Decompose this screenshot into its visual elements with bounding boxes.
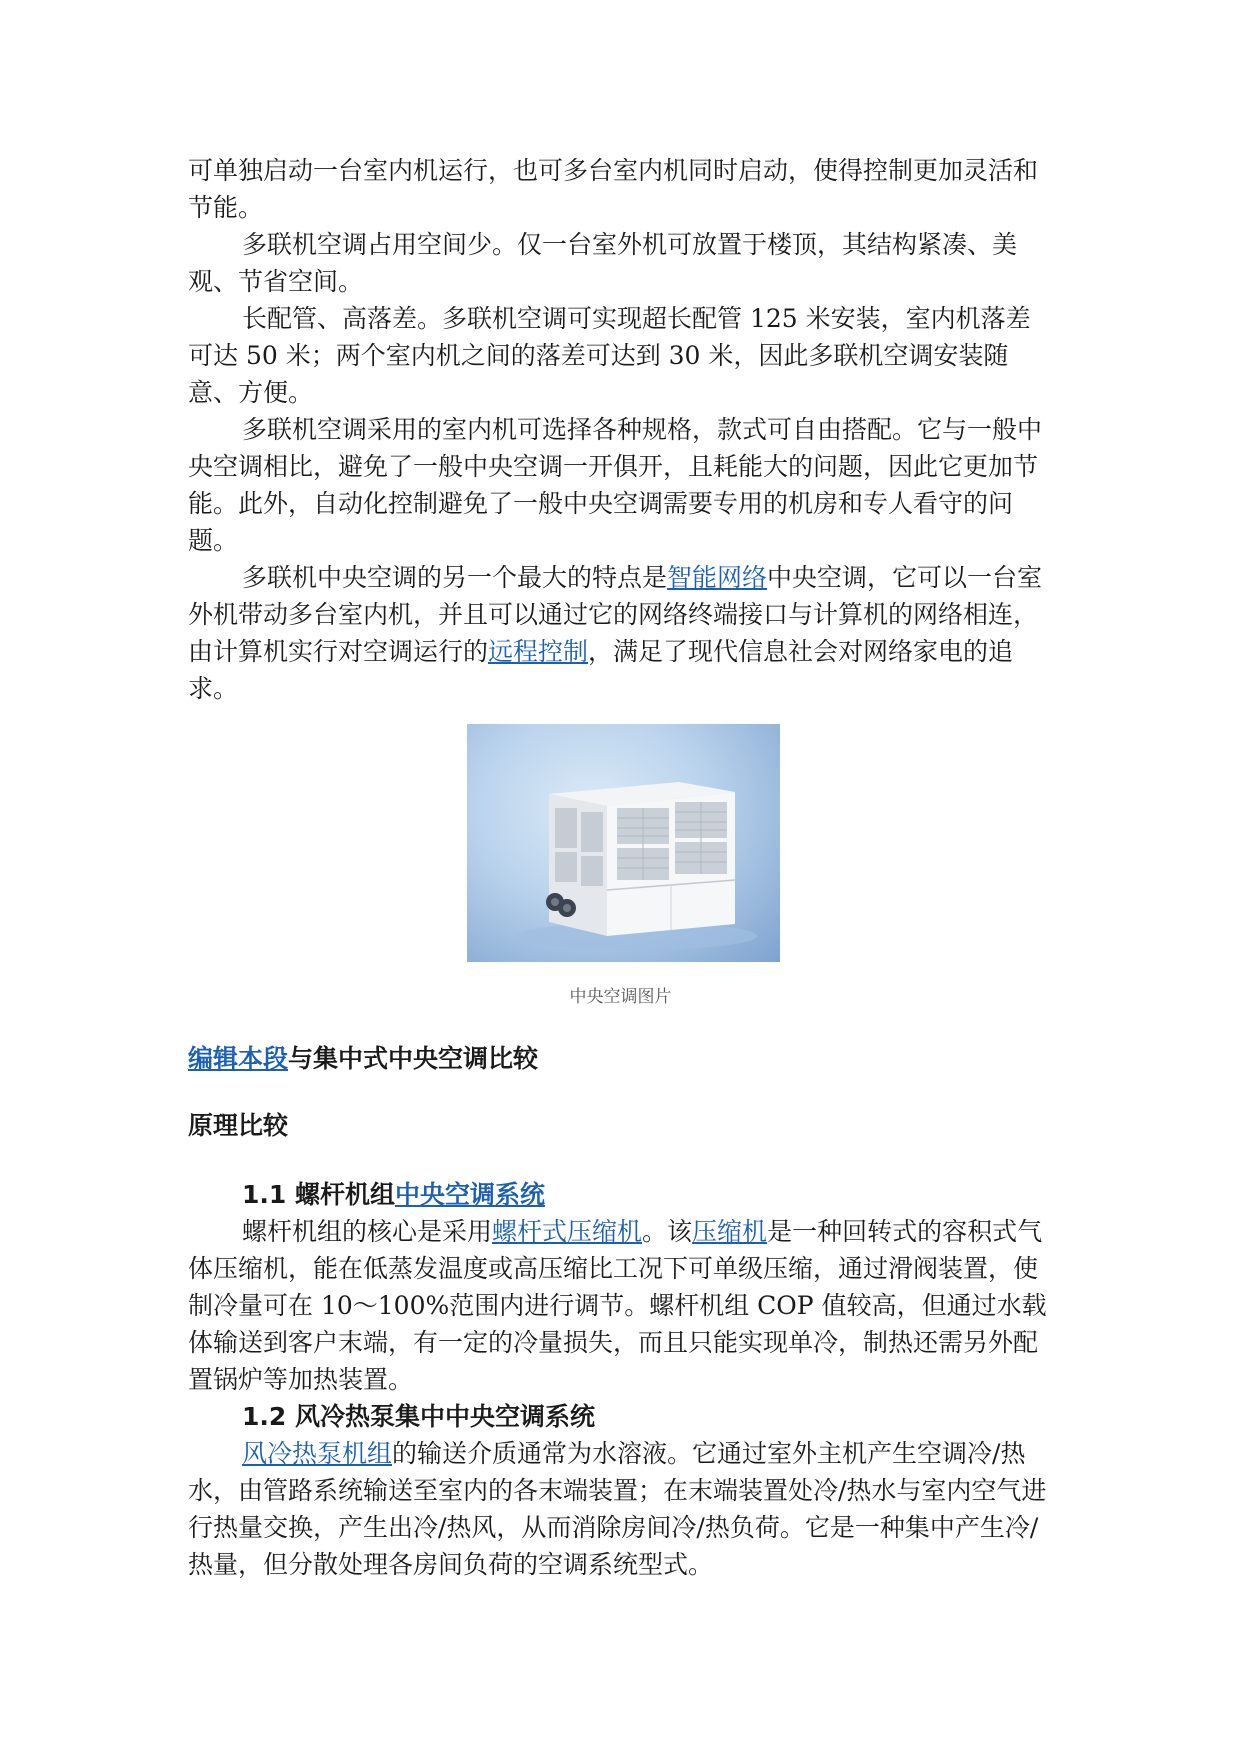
link-remote-control[interactable]: 远程控制 (488, 637, 589, 666)
link-air-cooled-heat-pump[interactable]: 风冷热泵机组 (242, 1439, 393, 1468)
paragraph-1: 可单独启动一台室内机运行，也可多台室内机同时启动，使得控制更加灵活和节能。 (188, 156, 1039, 222)
ac-unit-illustration (467, 724, 780, 962)
edit-section-link[interactable]: 编辑本段 (188, 1044, 289, 1073)
paragraph-5 (188, 559, 1048, 707)
figure-caption: 中央空调图片 (569, 987, 672, 1007)
paragraph-3: 长配管、高落差。多联机空调可实现超长配管 125 米安装，室内机落差可达 50 米；两个室内机之间的落差可达到 30 米，因此多联机空调安装随意、方便。 (188, 304, 1031, 407)
item-2-heading: 1.2 风冷热泵集中中央空调系统 (242, 1402, 595, 1431)
subsection-title: 原理比较 (188, 1111, 289, 1140)
item-2-paragraph (188, 1435, 1048, 1583)
paragraph-2: 多联机空调占用空间少。仅一台室外机可放置于楼顶，其结构紧凑、美观、节省空间。 (188, 230, 1018, 296)
item-1-heading (242, 1176, 545, 1213)
item-1-text-a: 螺杆机组的核心是采用 (242, 1217, 493, 1246)
section-title: 与集中式中央空调比较 (288, 1044, 539, 1073)
item-1-text-b: 。该 (642, 1217, 693, 1246)
paragraph-5-text-c: ，满足了现代信息社会对网络家电的追求。 (188, 637, 1014, 703)
paragraph-5-text-b: 中央空调，它可以一台室外机带动多台室内机，并且可以通过它的网络终端接口与计算机的网络相连，由计算机实行对空调运行的 (188, 563, 1043, 666)
section-heading (188, 1040, 538, 1077)
item-2-text: 的输送介质通常为水溶液。它通过室外主机产生空调冷/热水，由管路系统输送至室内的各末端装置；在末端装置处冷/热水与室内空气进行热量交换，产生出冷/热风，从而消除房间冷/热负荷。它是一种集中产生冷/热量，但分散处理各房间负荷的空调系统型式。 (188, 1439, 1047, 1579)
link-central-ac-system[interactable]: 中央空调系统 (395, 1180, 546, 1209)
link-screw-compressor[interactable]: 螺杆式压缩机 (492, 1217, 643, 1246)
link-smart-network[interactable]: 智能网络 (667, 563, 768, 592)
paragraph-5-text-a: 多联机中央空调的另一个最大的特点是 (242, 563, 668, 592)
item-1-heading-prefix: 1.1 螺杆机组 (242, 1180, 395, 1209)
central-ac-unit-image (467, 724, 780, 962)
item-1-text-c: 是一种回转式的容积式气体压缩机，能在低蒸发温度或高压缩比工况下可单级压缩，通过滑阀装置，使制冷量可在 10～100%范围内进行调节。螺杆机组 COP 值较高，但通过水载体输送到客户末端，有一定的冷量损失，而且只能实现单冷，制热还需另外配置锅炉等加热装置。 (188, 1217, 1047, 1394)
link-compressor[interactable]: 压缩机 (692, 1217, 768, 1246)
item-1-paragraph (188, 1213, 1048, 1398)
paragraph-4: 多联机空调采用的室内机可选择各种规格，款式可自由搭配。它与一般中央空调相比，避免了一般中央空调一开俱开，且耗能大的问题，因此它更加节能。此外，自动化控制避免了一般中央空调需要专用的机房和专人看守的问题。 (188, 415, 1043, 555)
